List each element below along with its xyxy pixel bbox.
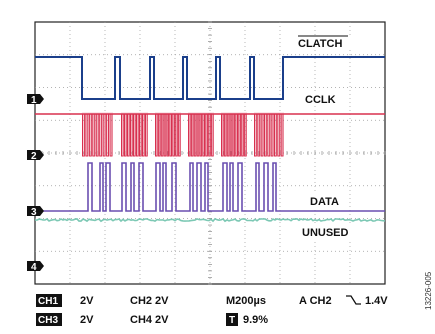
- cclk-burst-fill: [221, 112, 247, 156]
- cclk-burst-fill: [121, 112, 148, 156]
- figure-id: 13226-005: [424, 271, 433, 310]
- ch4-readout: CH4 2V: [130, 314, 169, 326]
- trigger-source: A CH2: [299, 295, 332, 307]
- ch1-tag: CH1: [38, 296, 59, 307]
- cclk-label: CCLK: [305, 94, 336, 106]
- cclk-burst-fill: [254, 112, 284, 156]
- ch1-scale: 2V: [80, 295, 94, 307]
- svg-text:3: 3: [31, 207, 37, 218]
- ch2-readout: CH2 2V: [130, 295, 169, 307]
- trigger-level: 1.4V: [365, 295, 388, 307]
- data-label: DATA: [310, 196, 339, 208]
- unused-label: UNUSED: [302, 227, 349, 239]
- timebase-readout: M200µs: [226, 295, 266, 307]
- ch3-scale: 2V: [80, 314, 94, 326]
- cclk-burst-fill: [188, 112, 214, 156]
- ch3-readout: [36, 313, 94, 326]
- trigger-position-value: 9.9%: [243, 314, 269, 326]
- svg-text:1: 1: [31, 95, 37, 106]
- trigger-position-readout: [226, 313, 268, 326]
- trigger-position-tag: T: [229, 315, 236, 326]
- ch3-tag: CH3: [38, 315, 59, 326]
- cclk-burst-fill: [82, 112, 113, 156]
- svg-text:2: 2: [31, 151, 37, 162]
- trigger-readout: [299, 295, 388, 307]
- falling-edge-icon: [346, 296, 361, 304]
- cclk-burst-fill: [155, 112, 181, 156]
- svg-text:4: 4: [31, 262, 37, 273]
- ch1-readout: [36, 294, 94, 307]
- clatch-label: CLATCH: [298, 38, 343, 50]
